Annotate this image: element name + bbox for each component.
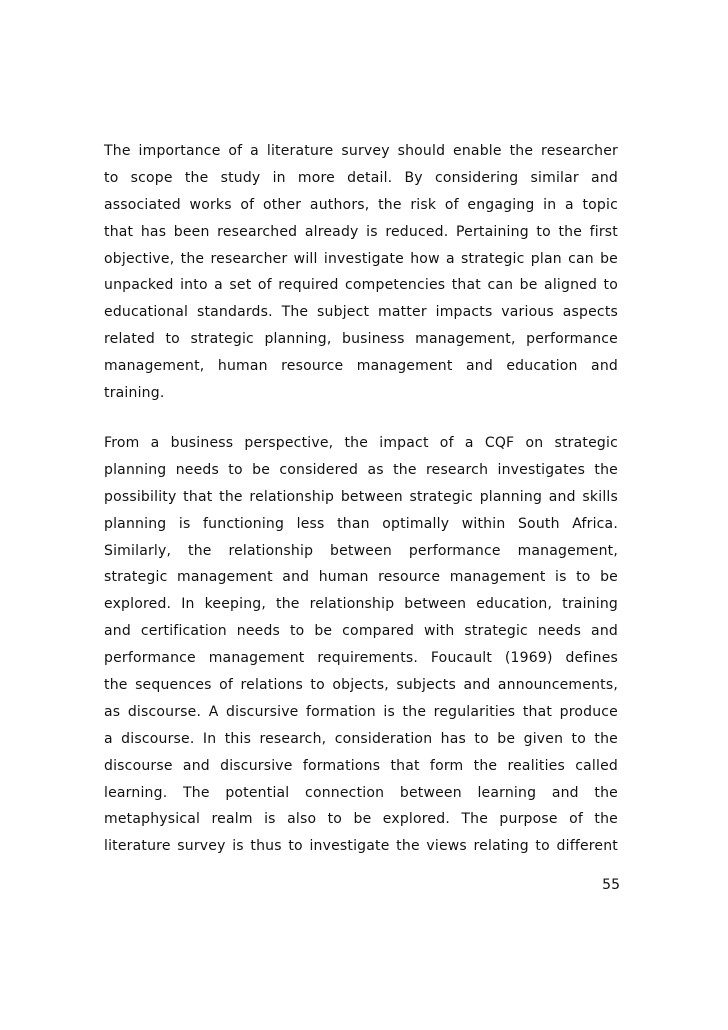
text-line: the sequences of relations to objects, subjects and announcements, (104, 677, 618, 694)
text-line: associated works of other authors, the risk of engaging in a topic (104, 196, 618, 213)
text-line: The importance of a literature survey should enable the researcher (104, 143, 618, 159)
text-line: planning is functioning less than optimally within South Africa. (104, 515, 618, 532)
text-line: explored. In keeping, the relationship between education, training (104, 596, 618, 613)
text-line: performance management requirements. Foucault (1969) defines (104, 650, 618, 667)
page-number: 55 (602, 877, 620, 893)
text-line: that has been researched already is reduced. Pertaining to the first (104, 223, 618, 240)
text-line: Similarly, the relationship between performance management, (104, 542, 618, 559)
text-line: planning needs to be considered as the research investigates the (104, 461, 618, 478)
text-line: discourse and discursive formations that form the realities called (104, 757, 618, 774)
text-line: training. (104, 385, 165, 402)
text-line: literature survey is thus to investigate the views relating to different (104, 838, 618, 855)
text-line: learning. The potential connection between learning and the (104, 784, 618, 801)
text-line: a discourse. In this research, consideration has to be given to the (104, 730, 618, 747)
text-line: related to strategic planning, business management, performance (104, 331, 618, 348)
text-line: and certification needs to be compared with strategic needs and (104, 623, 618, 640)
paragraph-literature-survey-importance (104, 138, 618, 407)
text-line: unpacked into a set of required competencies that can be aligned to (104, 277, 618, 294)
text-line: strategic management and human resource management is to be (104, 569, 618, 586)
text-line: educational standards. The subject matter impacts various aspects (104, 304, 618, 321)
text-line: metaphysical realm is also to be explored. The purpose of the (104, 811, 618, 828)
paragraph-business-perspective (104, 430, 618, 860)
text-line: management, human resource management and education and (104, 358, 618, 375)
text-line: possibility that the relationship between strategic planning and skills (104, 488, 618, 505)
text-line: to scope the study in more detail. By considering similar and (104, 169, 618, 186)
text-line: From a business perspective, the impact of a CQF on strategic (104, 435, 618, 451)
text-line: as discourse. A discursive formation is the regularities that produce (104, 703, 618, 720)
text-line: objective, the researcher will investigate how a strategic plan can be (104, 250, 618, 267)
